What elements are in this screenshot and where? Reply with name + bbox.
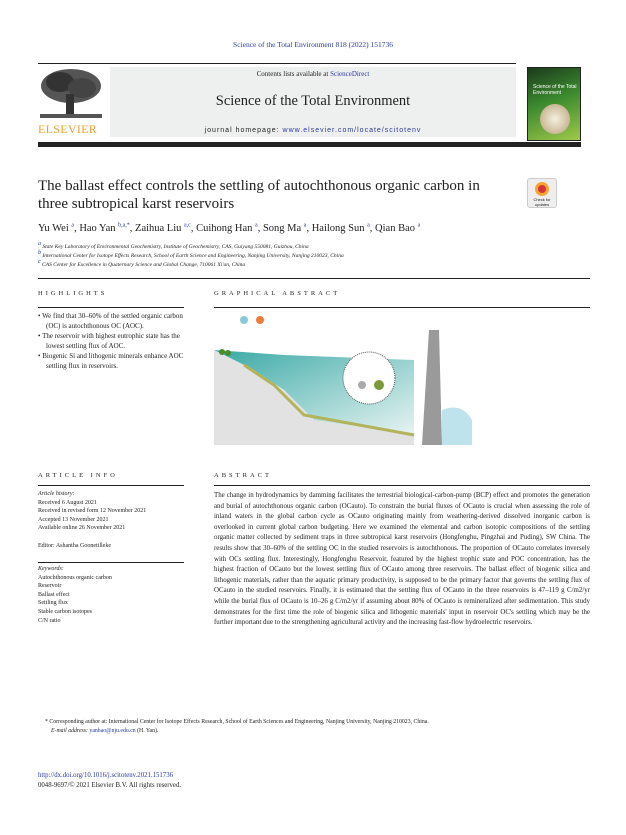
email-suffix: (H. Yan). xyxy=(135,728,159,734)
author-affiliation-sup[interactable]: b,a,* xyxy=(118,222,130,228)
keyword: Stable carbon isotopes xyxy=(38,608,92,615)
check-updates-icon xyxy=(535,182,549,196)
history-item: Received in revised form 12 November 2021 xyxy=(38,508,147,515)
keyword: C/N ratio xyxy=(38,617,61,624)
author[interactable]: Song Ma $^a$, xyxy=(262,222,312,234)
homepage-label: journal homepage: xyxy=(204,127,283,134)
highlight-text: Biogenic Si and lithogenic minerals enhance AOC settling flux in reservoirs. xyxy=(42,352,184,370)
check-for-updates-button[interactable] xyxy=(527,178,557,208)
aff-sup: a xyxy=(38,241,41,247)
author-list xyxy=(38,222,420,234)
dam xyxy=(422,330,442,445)
divider xyxy=(38,278,590,279)
author[interactable]: Hailong Sun $^a$, xyxy=(311,222,376,234)
footer xyxy=(38,771,181,791)
keyword: Settling flux xyxy=(38,600,68,607)
abstract-heading: ABSTRACT xyxy=(214,472,272,479)
highlights-list xyxy=(38,312,184,373)
author[interactable]: Cuihong Han $^a$, xyxy=(196,222,263,234)
author-name: Hao Yan xyxy=(79,222,116,234)
email-link[interactable]: yanhao@nju.edu.cn xyxy=(89,728,136,734)
keyword: Autochthonous organic carbon xyxy=(38,574,112,581)
journal-title: Science of the Total Environment xyxy=(215,93,411,109)
journal-cover[interactable] xyxy=(527,67,581,141)
highlight-text: We find that 30–60% of the settled organic carbon (OC) is autochthonous OC (AOC). xyxy=(42,312,183,330)
contents-label: Contents lists available at xyxy=(256,70,331,78)
author-affiliation-sup[interactable]: a xyxy=(417,222,421,228)
author-affiliation-sup[interactable]: a xyxy=(303,222,307,228)
cover-graphic xyxy=(540,104,570,134)
author-name: Yu Wei xyxy=(38,222,69,234)
keyword: Reservoir xyxy=(38,583,62,590)
keywords-label: Keywords: xyxy=(38,566,64,572)
affiliation-c xyxy=(38,259,245,268)
author[interactable] xyxy=(375,223,420,234)
cover-title: Science of the Total Environment xyxy=(533,84,577,96)
author[interactable]: Yu Wei $^a$, xyxy=(38,222,80,234)
author-name: Hailong Sun xyxy=(311,222,365,234)
divider xyxy=(214,307,590,308)
journal-citation[interactable]: Science of the Total Environment 818 (2022) 151736 xyxy=(233,40,393,49)
author-affiliation-sup[interactable]: a xyxy=(367,222,370,228)
corresponding-author: * Corresponding author at: International Center for Isotope Effects Research, School of Earth Sciences and Engineering, Nanjing University, Nanjing 210023, China. xyxy=(45,719,429,725)
doi-link[interactable]: http://dx.doi.org/10.1016/j.scitotenv.2021.151736 xyxy=(38,772,173,779)
rain-cloud-icon xyxy=(240,316,248,324)
check-updates-label: Check for updates xyxy=(533,197,551,207)
abstract-text: The change in hydrodynamics by damming facilitates the terrestrial biological-carbon-pump (BCP) effect and promotes the generation and burial of autochthonous organic carbon (OCauto). To constrain the burial fluxes of OCauto is crucial when assessing the role of inland waters in the global carbon cycle as OCauto originating mainly from weathering-derived dissolved inorganic carbon is overlooked in current global carbon budgeting. Here we examined the elemental and carbon isotopic compositions of the settling organic matter collected by sediment traps in three subtropical karst reservoirs (Hongfenghu, Pingzhai and Puding), SW China. The results show that 30–60% of the settling OC in the studied reservoirs is autochthonous. The proportion of OCauto correlates inversely with OCs settling flux. Interestingly, Hongfenghu Reservoir, featured by the highest trophic state and POC concentration, has the highest fraction of OCauto but the lowest settling flux of OCauto among three reservoirs. The ballast effect of biogenic silica and lithogenic materials, rather than the aquatic primary productivity, is supposed to be the primary factor that governs the settling flux of OCauto in the studied reservoirs. Finally, it is estimated that the settling flux of OCauto in the three reservoirs is 47–119 g C/m2/yr while the burial flux of OCauto is 10–26 g C/m2/yr if assuming about 80% of OCauto is remineralized after sedimentation. This study demonstrates for the first time the role of biogenic silica and lithogenic materials' input in reservoir OC's settling which may be the further important due to the strengthening agricultural activity and the increasing fast-flow hydroelectric reservoirs. xyxy=(214,492,590,627)
sun-icon xyxy=(256,316,264,324)
sciencedirect-link[interactable]: ScienceDirect xyxy=(330,70,370,78)
editor: Editor: Ashantha Goonetilleke xyxy=(38,542,111,549)
divider xyxy=(38,307,184,308)
affiliation-b xyxy=(38,250,344,259)
aff-text: International Center for Isotope Effects Research, School of Earth Science and Engineering, Nanjing University, Nanjing 210023, China xyxy=(42,252,344,259)
article-title: The ballast effect controls the settling of autochthonous organic carbon in three subtropical karst reservoirs xyxy=(38,178,480,212)
history-item: Available online 26 November 2021 xyxy=(38,525,126,532)
aff-text: State Key Laboratory of Environmental Geochemistry, Institute of Geochemistry, CAS, Guiyang 550081, Guizhou, China xyxy=(42,243,309,250)
author-name: Zaihua Liu xyxy=(135,222,182,234)
corresponding-footnote xyxy=(45,718,565,736)
highlight-item: • We find that 30–60% of the settled organic carbon (OC) is autochthonous OC (AOC). xyxy=(38,312,183,330)
history-label: Article history: xyxy=(38,491,75,497)
highlight-text: The reservoir with highest eutrophic state has the lowest settling flux of AOC. xyxy=(42,332,180,350)
homepage-link[interactable]: www.elsevier.com/locate/scitotenv xyxy=(282,127,422,134)
author-name: Song Ma xyxy=(262,222,302,234)
divider xyxy=(38,485,184,486)
article-info-heading: ARTICLE INFO xyxy=(38,472,118,479)
author-affiliation-sup[interactable]: a xyxy=(255,222,258,228)
highlights-heading: HIGHLIGHTS xyxy=(38,290,108,297)
journal-homepage xyxy=(110,127,516,134)
author-affiliation-sup[interactable]: a xyxy=(71,222,75,228)
history-item: Accepted 13 November 2021 xyxy=(38,516,109,523)
author[interactable]: Zaihua Liu $^{a,c}$, xyxy=(135,222,197,234)
graphical-abstract-figure xyxy=(214,310,590,445)
journal-banner xyxy=(110,67,516,137)
aff-sup: c xyxy=(38,259,41,265)
divider xyxy=(38,63,516,64)
article-history xyxy=(38,490,188,551)
elsevier-tree-logo xyxy=(38,68,104,120)
history-item: Received 6 August 2021 xyxy=(38,499,97,506)
author-name: Qian Bao xyxy=(375,222,415,234)
affiliation-a xyxy=(38,241,309,250)
divider xyxy=(38,562,184,563)
author-name: Cuihong Han xyxy=(196,222,253,234)
author-affiliation-sup[interactable]: a,c xyxy=(184,222,191,228)
publisher-logo-text: ELSEVIER xyxy=(38,122,98,136)
copyright: 0048-9697/© 2021 Elsevier B.V. All rights reserved. xyxy=(38,782,182,789)
graphical-abstract-heading: GRAPHICAL ABSTRACT xyxy=(214,290,341,297)
aff-sup: b xyxy=(38,250,41,256)
highlight-item: • The reservoir with highest eutrophic state has the lowest settling flux of AOC. xyxy=(38,332,180,350)
divider xyxy=(214,485,590,486)
contents-line xyxy=(110,70,516,78)
inset-circle xyxy=(343,352,395,404)
email-label: E-mail address: xyxy=(51,728,90,734)
keywords xyxy=(38,565,188,625)
author[interactable]: Hao Yan $^{b,a,*}$, xyxy=(79,222,136,234)
aff-text: CAS Center for Excellence in Quaternary Science and Global Change, 710061 Xi'an, China xyxy=(42,261,246,268)
header-bar xyxy=(38,142,581,147)
highlight-item: • Biogenic Si and lithogenic minerals enhance AOC settling flux in reservoirs. xyxy=(38,352,184,370)
keyword: Ballast effect xyxy=(38,591,70,598)
